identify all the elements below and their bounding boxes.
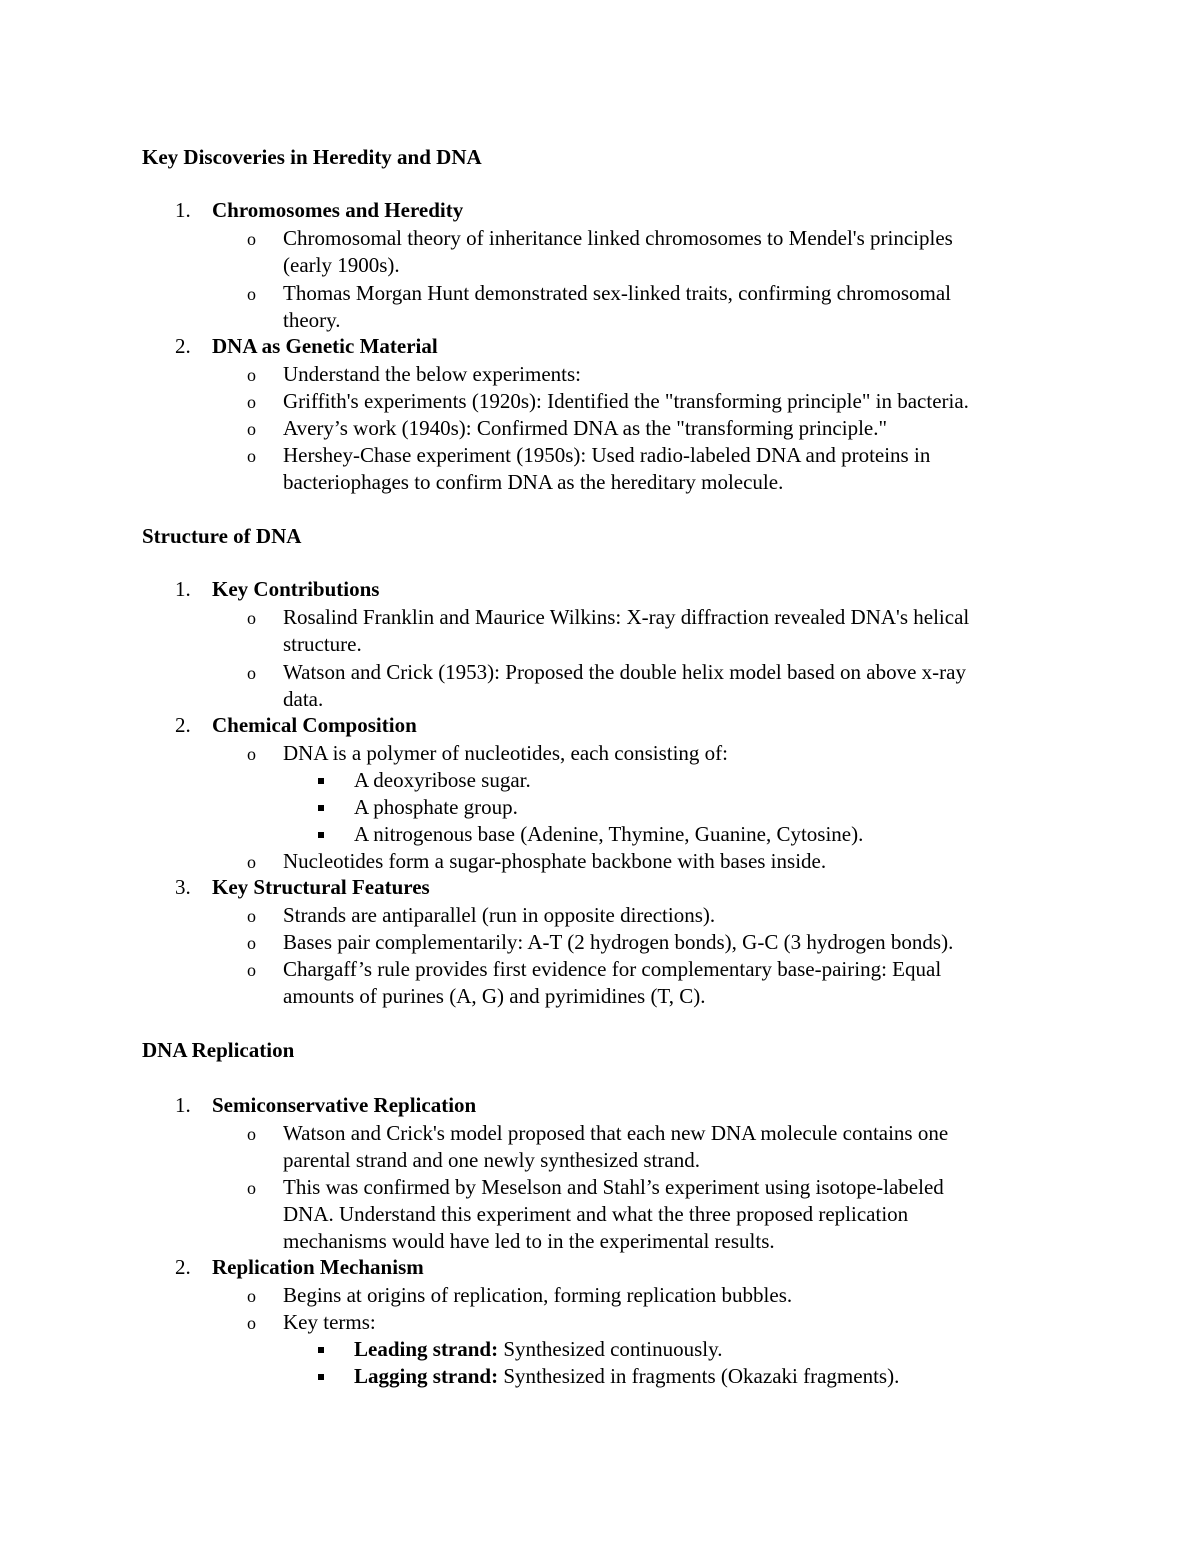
item-heading: DNA as Genetic Material xyxy=(212,334,438,358)
bullet-text: Thomas Morgan Hunt demonstrated sex-linked traits, confirming chromosomal theory. xyxy=(283,281,951,332)
item-heading: Key Contributions xyxy=(212,577,380,601)
item-heading: Chromosomes and Heredity xyxy=(212,198,464,222)
section-title: Key Discoveries in Heredity and DNA xyxy=(142,145,482,169)
list-number: 1. xyxy=(175,577,191,601)
list-number: 2. xyxy=(175,334,191,358)
bullet-marker: o xyxy=(247,608,256,628)
item-heading: Replication Mechanism xyxy=(212,1255,424,1279)
sub-bullet-text xyxy=(354,1363,899,1390)
list-number: 2. xyxy=(175,713,191,737)
bullet-marker: o xyxy=(247,284,256,304)
bullet-text: Rosalind Franklin and Maurice Wilkins: X-ray diffraction revealed DNA's helical structure. xyxy=(283,605,970,656)
bullet-text: Chargaff’s rule provides first evidence for complementary base-pairing: Equal amounts of purines (A, G) and pyrimidines (T, C). xyxy=(283,957,942,1008)
list-item-heading xyxy=(0,1255,1200,1281)
sub-bullet-text: A nitrogenous base (Adenine, Thymine, Guanine, Cytosine). xyxy=(354,822,864,846)
sub-bullet-text: A phosphate group. xyxy=(354,795,518,819)
bullet-text: Hershey-Chase experiment (1950s): Used radio-labeled DNA and proteins in bacteriophages to confirm DNA as the hereditary molecule. xyxy=(283,443,931,494)
item-heading: Chemical Composition xyxy=(212,713,417,737)
bullet-marker: o xyxy=(247,1286,256,1306)
list-item-heading xyxy=(0,713,1200,739)
list-item-heading xyxy=(0,875,1200,901)
bullet-marker: o xyxy=(247,933,256,953)
bullet-text: This was confirmed by Meselson and Stahl’s experiment using isotope-labeled DNA. Understand this experiment and what the three proposed replication mechanisms would have led to in the experimental results. xyxy=(283,1175,944,1253)
bullet-text: Nucleotides form a sugar-phosphate backbone with bases inside. xyxy=(283,849,827,873)
bullet-text: Watson and Crick (1953): Proposed the double helix model based on above x-ray data. xyxy=(283,660,966,711)
bullet-marker: o xyxy=(247,1124,256,1144)
list-number: 2. xyxy=(175,1255,191,1279)
bullet-text: Avery’s work (1940s): Confirmed DNA as the "transforming principle." xyxy=(283,416,888,440)
list-item-heading xyxy=(0,1093,1200,1119)
square-bullet-icon xyxy=(318,832,324,838)
section-title: DNA Replication xyxy=(142,1038,295,1062)
sub-bullet-text: A deoxyribose sugar. xyxy=(354,768,531,792)
term-label: Leading strand: xyxy=(354,1337,499,1361)
list-number: 1. xyxy=(175,1093,191,1117)
square-bullet-icon xyxy=(318,1347,324,1353)
bullet-marker: o xyxy=(247,419,256,439)
bullet-text: Bases pair complementarily: A-T (2 hydrogen bonds), G-C (3 hydrogen bonds). xyxy=(283,930,954,954)
item-heading: Key Structural Features xyxy=(212,875,430,899)
bullet-text: DNA is a polymer of nucleotides, each consisting of: xyxy=(283,741,728,765)
bullet-text: Begins at origins of replication, forming replication bubbles. xyxy=(283,1283,793,1307)
bullet-marker: o xyxy=(247,392,256,412)
square-bullet-icon xyxy=(318,805,324,811)
bullet-text: Key terms: xyxy=(283,1310,376,1334)
section-title: Structure of DNA xyxy=(142,524,302,548)
term-label: Lagging strand: xyxy=(354,1364,499,1388)
bullet-marker: o xyxy=(247,663,256,683)
bullet-text: Chromosomal theory of inheritance linked chromosomes to Mendel's principles (early 1900s). xyxy=(283,226,953,277)
square-bullet-icon xyxy=(318,1374,324,1380)
list-item-heading xyxy=(0,198,1200,224)
bullet-marker: o xyxy=(247,852,256,872)
list-item-heading xyxy=(0,334,1200,360)
list-number: 1. xyxy=(175,198,191,222)
bullet-text: Watson and Crick's model proposed that each new DNA molecule contains one parental strand and one newly synthesized strand. xyxy=(283,1121,949,1172)
bullet-marker: o xyxy=(247,744,256,764)
bullet-text: Griffith's experiments (1920s): Identified the "transforming principle" in bacteria. xyxy=(283,389,969,413)
sub-bullet-text xyxy=(354,1336,722,1363)
square-bullet-icon xyxy=(318,778,324,784)
bullet-marker: o xyxy=(247,446,256,466)
list-number: 3. xyxy=(175,875,191,899)
bullet-text: Understand the below experiments: xyxy=(283,362,581,386)
term-definition: Synthesized continuously. xyxy=(498,1337,723,1361)
bullet-marker: o xyxy=(247,1178,256,1198)
bullet-marker: o xyxy=(247,960,256,980)
bullet-marker: o xyxy=(247,1313,256,1333)
bullet-text: Strands are antiparallel (run in opposite directions). xyxy=(283,903,716,927)
bullet-marker: o xyxy=(247,365,256,385)
list-item-heading xyxy=(0,577,1200,603)
bullet-marker: o xyxy=(247,229,256,249)
term-definition: Synthesized in fragments (Okazaki fragments). xyxy=(498,1364,900,1388)
item-heading: Semiconservative Replication xyxy=(212,1093,477,1117)
bullet-marker: o xyxy=(247,906,256,926)
